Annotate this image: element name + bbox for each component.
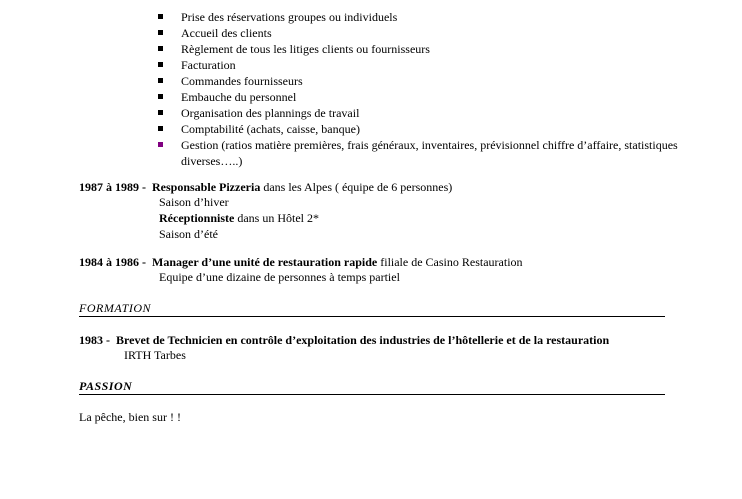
square-bullet-icon <box>158 14 163 19</box>
formation-diploma: Brevet de Technicien en contrôle d’exploitation des industries de l’hôtellerie et de la restauration <box>116 333 610 347</box>
experience-detail: dans les Alpes ( équipe de 6 personnes) <box>260 180 453 194</box>
list-item-text: Prise des réservations groupes ou individuels <box>181 10 398 24</box>
square-bullet-icon <box>158 30 163 35</box>
passion-heading: PASSION <box>79 379 665 395</box>
list-item-text: Embauche du personnel <box>181 90 297 104</box>
experience-dates: 1987 à 1989 - <box>79 180 146 194</box>
list-item <box>158 9 678 25</box>
square-bullet-icon <box>158 78 163 83</box>
list-item <box>158 89 678 105</box>
list-item-text: Facturation <box>181 58 236 72</box>
square-bullet-icon <box>158 94 163 99</box>
list-item <box>158 57 678 73</box>
list-item-text: Commandes fournisseurs <box>181 74 303 88</box>
square-bullet-icon <box>158 126 163 131</box>
formation-school: IRTH Tarbes <box>124 348 186 362</box>
formation-line-1 <box>79 333 609 348</box>
duties-list <box>158 9 678 169</box>
list-item <box>158 73 678 89</box>
experience-title: Réceptionniste <box>159 211 235 225</box>
list-item <box>158 137 678 169</box>
list-item <box>158 121 678 137</box>
formation-year: 1983 - <box>79 333 110 347</box>
passion-text: La pêche, bien sur ! ! <box>79 410 181 424</box>
formation-heading: FORMATION <box>79 301 665 317</box>
list-item-text: Comptabilité (achats, caisse, banque) <box>181 122 360 136</box>
experience-detail: filiale de Casino Restauration <box>377 255 523 269</box>
list-item-text: Gestion (ratios matière premières, frais généraux, inventaires, prévisionnel chiffre d’affaire, statistiques diverses…..) <box>181 138 678 168</box>
experience-1-season-1: Saison d’hiver <box>159 195 229 209</box>
experience-2-line-2: Equipe d’une dizaine de personnes à temps partiel <box>159 270 400 284</box>
square-bullet-icon <box>158 142 163 147</box>
square-bullet-icon <box>158 110 163 115</box>
list-item-text: Organisation des plannings de travail <box>181 106 360 120</box>
experience-1-season-2: Saison d’été <box>159 227 218 241</box>
experience-title: Responsable Pizzeria <box>152 180 261 194</box>
experience-1-line-1 <box>79 180 452 195</box>
experience-dates: 1984 à 1986 - <box>79 255 146 269</box>
list-item-text: Accueil des clients <box>181 26 272 40</box>
experience-2-line-1 <box>79 255 523 270</box>
square-bullet-icon <box>158 46 163 51</box>
list-item <box>158 41 678 57</box>
square-bullet-icon <box>158 62 163 67</box>
list-item <box>158 105 678 121</box>
experience-1-line-3 <box>159 211 319 226</box>
list-item-text: Règlement de tous les litiges clients ou fournisseurs <box>181 42 430 56</box>
list-item <box>158 25 678 41</box>
experience-title: Manager d’une unité de restauration rapide <box>152 255 378 269</box>
experience-detail: dans un Hôtel 2* <box>234 211 319 225</box>
